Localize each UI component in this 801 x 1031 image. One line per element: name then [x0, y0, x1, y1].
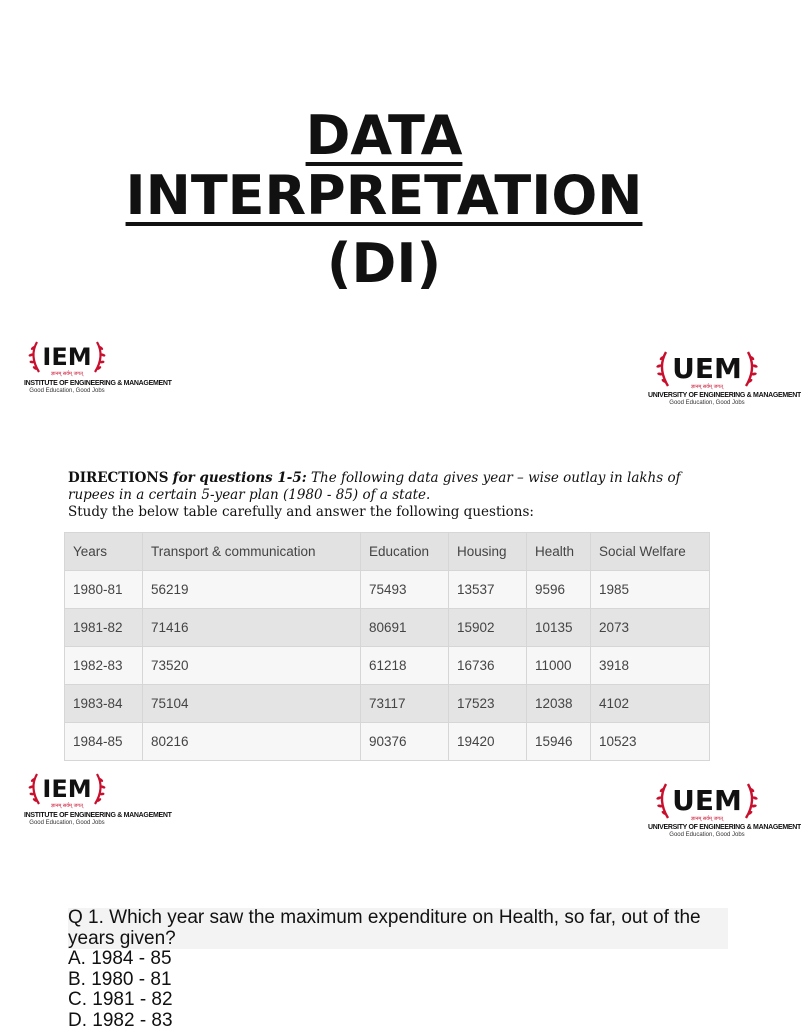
table-header-cell: Transport & communication — [143, 533, 361, 571]
iem-institute-name: INSTITUTE OF ENGINEERING & MANAGEMENT — [24, 380, 110, 388]
table-cell: 19420 — [449, 723, 527, 761]
table-cell: 90376 — [361, 723, 449, 761]
table-cell: 73520 — [143, 647, 361, 685]
uem-emblem-icon — [654, 346, 760, 392]
table-cell: 73117 — [361, 685, 449, 723]
directions-instruction: Study the below table carefully and answer the following questions: — [68, 504, 534, 520]
table-cell: 56219 — [143, 571, 361, 609]
table-cell: 9596 — [527, 571, 591, 609]
page-title-line-3: (DI) — [0, 234, 768, 294]
table-cell: 12038 — [527, 685, 591, 723]
uem-institute-name: UNIVERSITY OF ENGINEERING & MANAGEMENT — [648, 392, 766, 400]
svg-text:ज्ञानम् सर्वम् जगत्: ज्ञानम् सर्वम् जगत् — [691, 815, 724, 822]
table-cell: 15902 — [449, 609, 527, 647]
table-header-cell: Health — [527, 533, 591, 571]
table-cell: 1982-83 — [65, 647, 143, 685]
directions-description: The following data gives year – wise outlay in lakhs of rupees in a certain 5-year plan (1980 - 85) of a state. — [68, 470, 681, 503]
iem-logo-name: IEM — [42, 343, 91, 371]
answer-option: C. 1981 - 82 — [68, 990, 728, 1011]
table-header-cell: Social Welfare — [591, 533, 710, 571]
table-cell: 75104 — [143, 685, 361, 723]
svg-text:ज्ञानम् सर्वम् जगत्: ज्ञानम् सर्वम् जगत् — [51, 802, 84, 809]
iem-emblem-icon — [27, 768, 107, 812]
table-cell: 61218 — [361, 647, 449, 685]
page-title-line-1: DATA — [0, 106, 768, 166]
table-cell: 1981-82 — [65, 609, 143, 647]
table-row — [65, 571, 710, 609]
uem-motto: Good Education, Good Jobs — [648, 832, 766, 839]
uem-motto: Good Education, Good Jobs — [648, 400, 766, 407]
table-row — [65, 609, 710, 647]
iem-emblem-icon — [27, 336, 107, 380]
svg-text:ज्ञानम् सर्वम् जगत्: ज्ञानम् सर्वम् जगत् — [691, 383, 724, 390]
iem-motto: Good Education, Good Jobs — [24, 388, 110, 395]
table-cell: 17523 — [449, 685, 527, 723]
table-cell: 71416 — [143, 609, 361, 647]
table-cell: 4102 — [591, 685, 710, 723]
table-header-row — [65, 533, 710, 571]
table-cell: 75493 — [361, 571, 449, 609]
table-cell: 80691 — [361, 609, 449, 647]
table-row — [65, 647, 710, 685]
table-cell: 1983-84 — [65, 685, 143, 723]
iem-motto: Good Education, Good Jobs — [24, 820, 110, 827]
svg-text:ज्ञानम् सर्वम् जगत्: ज्ञानम् सर्वम् जगत् — [51, 370, 84, 377]
iem-institute-name: INSTITUTE OF ENGINEERING & MANAGEMENT — [24, 812, 110, 820]
uem-logo — [648, 778, 766, 839]
question-block — [68, 908, 728, 1031]
directions-text — [68, 470, 708, 521]
directions-label: DIRECTIONS — [68, 470, 169, 486]
iem-logo — [24, 768, 110, 827]
table-row — [65, 723, 710, 761]
table-cell: 15946 — [527, 723, 591, 761]
table-cell: 1985 — [591, 571, 710, 609]
table-header-cell: Education — [361, 533, 449, 571]
uem-emblem-icon — [654, 778, 760, 824]
table-cell: 1984-85 — [65, 723, 143, 761]
table-header-cell: Years — [65, 533, 143, 571]
uem-logo — [648, 346, 766, 407]
question-text: Q 1. Which year saw the maximum expenditure on Health, so far, out of the years given? — [68, 908, 728, 949]
svg-text:IEM: IEM — [42, 775, 91, 803]
table-cell: 10135 — [527, 609, 591, 647]
table-cell: 13537 — [449, 571, 527, 609]
outlay-table — [64, 532, 710, 761]
table-cell: 3918 — [591, 647, 710, 685]
table-cell: 16736 — [449, 647, 527, 685]
svg-text:UEM: UEM — [672, 784, 742, 817]
table-cell: 10523 — [591, 723, 710, 761]
uem-logo-name: UEM — [672, 352, 742, 385]
page-title-line-2: INTERPRETATION — [0, 166, 768, 226]
table-row — [65, 685, 710, 723]
table-cell: 2073 — [591, 609, 710, 647]
table-cell: 11000 — [527, 647, 591, 685]
table-cell: 80216 — [143, 723, 361, 761]
answer-option: B. 1980 - 81 — [68, 970, 728, 991]
answer-option: A. 1984 - 85 — [68, 949, 728, 970]
directions-question-range: for questions 1-5: — [173, 470, 307, 486]
table-header-cell: Housing — [449, 533, 527, 571]
table-cell: 1980-81 — [65, 571, 143, 609]
iem-logo — [24, 336, 110, 395]
answer-option: D. 1982 - 83 — [68, 1011, 728, 1031]
uem-institute-name: UNIVERSITY OF ENGINEERING & MANAGEMENT — [648, 824, 766, 832]
